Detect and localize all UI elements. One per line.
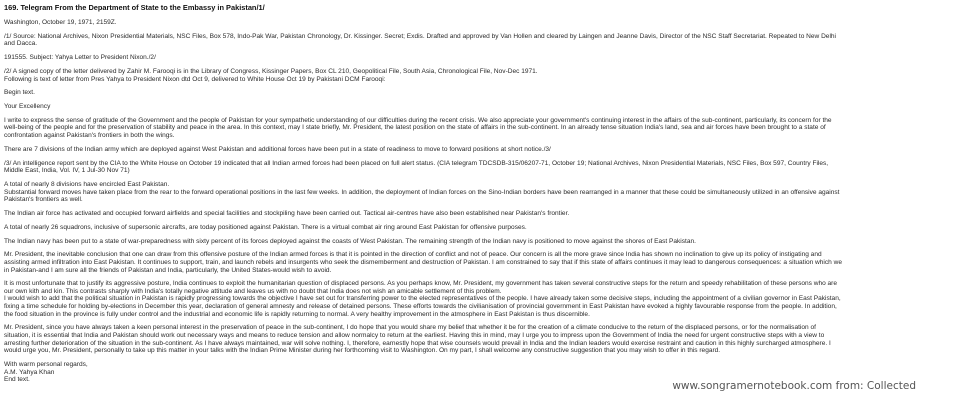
paragraph-east-pakistan-encircled: A total of nearly 8 divisions have encircled East Pakistan. Substantial forward moves have taken place from the rear to the forward operational positions in the last few weeks. In addition, the deployment of Indian forces on the Sino-Indian borders have been rearranged in a manner that these could be simultaneously utilized in an offensive against Pakistan's frontiers as well.	[4, 181, 840, 204]
closing-signature: With warm personal regards, A.M. Yahya Khan End text.	[4, 361, 88, 384]
salutation: Your Excellency	[4, 103, 51, 111]
footnote-1: /1/ Source: National Archives, Nixon Presidential Materials, NSC Files, Box 578, Indo-Pak War, Pakistan Chronology, Dr. Kissinger. Secret; Exdis. Drafted and approved by Van Hollen and cleared by Laingen and Jeanne Davis, Director of the NSC Staff Secretariat. Repeated to New Delhi and Dacca.	[4, 32, 836, 48]
begin-text-marker: Begin text.	[4, 89, 35, 97]
footnote-2: /2/ A signed copy of the letter delivered by Zahir M. Farooqi is in the Library of Congress, Kissinger Papers, Box CL 210, Geopolitical File, South Asia, Chronological File, Nov-Dec 1971. Following is text of letter from Pres Yahya to President Nixon dtd Oct 9, delivered to White House Oct 19 by Pakistani DCM Farooqi:	[4, 67, 538, 83]
paragraph-army-divisions: There are 7 divisions of the Indian army which are deployed against West Pakistan and additional forces have been put in a state of readiness to move to forward positions at short notice./3/	[4, 145, 551, 153]
document-title: 169. Telegram From the Department of State to the Embassy in Pakistan/1/	[4, 3, 265, 12]
paragraph-conclusion: Mr. President, the inevitable conclusion that one can draw from this offensive posture of the Indian armed forces is that it is pointed in the direction of conflict and not of peace. Our concern is all the more grave since India has shown no inclination to give up its policy of instigating and assisting armed infiltration into East Pakistan. It continues to support, train, and launch rebels and insurgents who seek the dismemberment and destruction of Pakistan. I am constrained to say that if this state of affairs continues it may lead to dangerous consequences: a situation which we in Pakistan-and I am sure all the friends of Pakistan and India, particularly, the United States-would wish to avoid.	[4, 251, 842, 274]
subject-line: 191555. Subject: Yahya Letter to President Nixon./2/	[4, 54, 156, 62]
paragraph-air-force: The Indian air force has activated and occupied forward airfields and special facilities and stockpiling have been carried out. Tactical air-centres have also been established near Pakistan's frontier.	[4, 209, 570, 217]
paragraph-navy: The Indian navy has been put to a state of war-preparedness with sixty percent of its forces deployed against the coasts of West Pakistan. The remaining strength of the Indian navy is positioned to move against the shores of East Pakistan.	[4, 237, 696, 245]
paragraph-appeal: Mr. President, since you have always taken a keen personal interest in the preservation of peace in the sub-continent, I do hope that you would share my belief that whether it be for the creation of a climate conducive to the return of the displaced persons, or for the normalisation of situation, it is essential that India and Pakistan should work out necessary ways and means to reduce tension and allow normalcy to return at the earliest. Having this in mind, may I urge you to impress upon the Government of India the need for urgent constructive steps with a view to arresting further deterioration of the situation in the sub-continent. As I have always maintained, war will solve nothing. I, therefore, earnestly hope that wise counsels would prevail in India and the Indian leaders would exercise restraint and caution in this highly surcharged atmosphere. I would urge you, Mr. President, personally to take up this matter in your talks with the Indian Prime Minister during her forthcoming visit to Washington. On my part, I shall welcome any constructive suggestion that you may wish to offer in this regard.	[4, 324, 831, 355]
footnote-3: /3/ An intelligence report sent by the CIA to the White House on October 19 indicated that all Indian armed forces had been placed on full alert status. (CIA telegram TDCSDB-315/06207-71, October 19; National Archives, Nixon Presidential Materials, NSC Files, Box 597, Country Files, Middle East, India, Vol. IV, 1 Jul-30 Nov 71)	[4, 159, 829, 175]
dateline: Washington, October 19, 1971, 2159Z.	[4, 19, 117, 26]
paragraph-gratitude: I write to express the sense of gratitude of the Government and the people of Pakistan for your sympathetic understanding of our difficulties during the recent crisis. We also appreciate your government's continuing interest in the affairs of the sub-continent, particularly, its concern for the well-being of the people and for the preservation of stability and peace in the area. In this context, may I state briefly, Mr. President, the latest position on the state of affairs in the sub-continent. In an already tense situation India's land, sea and air forces have been brought to a state of confrontation against Pakistan's frontiers in both the wings.	[4, 116, 832, 140]
paragraph-squadrons: A total of nearly 26 squadrons, inclusive of supersonic aircrafts, are today positioned against Pakistan. There is a virtual combat air ring around East Pakistan for offensive purposes.	[4, 223, 527, 231]
paragraph-displaced-persons: It is most unfortunate that to justify its aggressive posture, India continues to exploit the humanitarian question of displaced persons. As you perhaps know, Mr. President, my government has taken several constructive steps for the return and speedy rehabilitation of these persons who are our own kith and kin. This contrasts sharply with India's totally negative attitude and leaves us with no doubt that India does not wish an amicable settlement of this problem. I would wish to add that the political situation in Pakistan is rapidly progressing towards the objective I have set out for transferring power to the elected representatives of the people. I have already taken some decisive steps, including the appointment of a civilian governor in East Pakistan, fixing a time schedule for holding by-elections in December this year, declaration of general amnesty and release of detained persons. These efforts towards the civilianisation of provincial government in East Pakistan have evoked a highly favourable response from the people. In addition, the food situation in the province is fully under control and the industrial and economic life is rapidly returning to normal. A very healthy improvement in the atmosphere in East Pakistan is thus discernible.	[4, 280, 841, 318]
document	[4, 3, 954, 384]
source-watermark: www.songramernotebook.com from: Collected	[668, 379, 920, 393]
